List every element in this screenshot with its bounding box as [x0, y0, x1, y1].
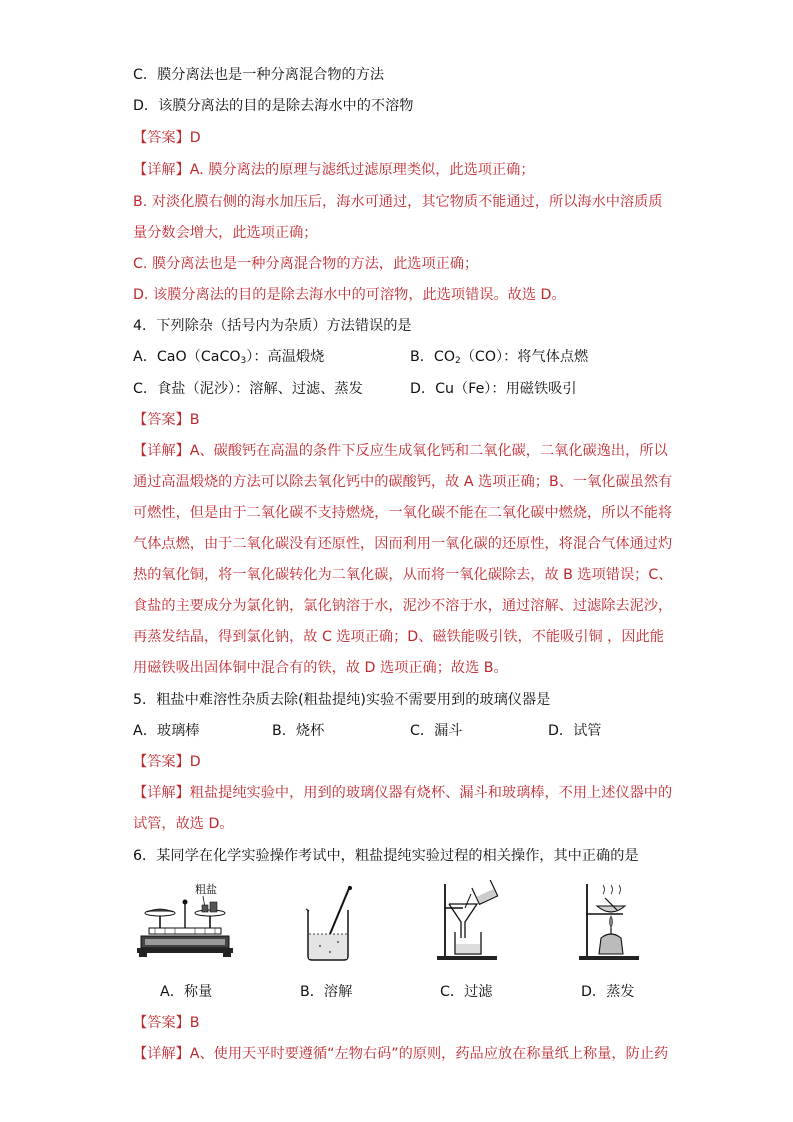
- q3-detail-line-5: D. 该膜分离法的目的是除去海水中的可溶物，此选项错误。故选 D。: [133, 287, 566, 303]
- q3-option-d: D．该膜分离法的目的是除去海水中的不溶物: [133, 98, 414, 114]
- q5-option-d: D．试管: [548, 723, 602, 739]
- q5-answer-line: [133, 752, 201, 772]
- q5-detail-line-2: 试管，故选 D。: [133, 816, 234, 832]
- detail-text: A. 膜分离法的原理与滤纸过滤原理类似，此选项正确；: [189, 162, 535, 178]
- q4-option-d: D．Cu（Fe）：用磁铁吸引: [410, 381, 577, 397]
- detail-tag: 【详解】: [133, 443, 190, 459]
- q3-detail-line-3: 量分数会增大，此选项正确；: [133, 225, 318, 241]
- q4-detail-line-3: 可燃性，但是由于二氧化碳不支持燃烧，一氧化碳不能在二氧化碳中燃烧，所以不能将: [133, 505, 673, 521]
- q3-answer-line: [133, 128, 201, 148]
- q4-detail-line-8: 用磁铁吸出固体铜中混合有的铁，故 D 选项正确；故选 B。: [133, 660, 508, 676]
- q4-option-b: B．$CO_2(CO)$：将气体点燃: [410, 349, 589, 366]
- answer-tag: 【答案】: [133, 754, 190, 770]
- q4-stem: 4．下列除杂（括号内为杂质）方法错误的是: [133, 318, 412, 334]
- q3-option-c: C．膜分离法也是一种分离混合物的方法: [133, 67, 385, 83]
- fig-label-crude-salt: 粗盐: [195, 883, 217, 896]
- detail-text: A、碳酸钙在高温的条件下反应生成氧化钙和二氧化碳，二氧化碳逸出，所以: [189, 443, 668, 459]
- answer-tag: 【答案】: [133, 1015, 190, 1031]
- answer-tag: 【答案】: [133, 412, 190, 428]
- detail-text: 粗盐提纯实验中，用到的玻璃仪器有烧杯、漏斗和玻璃棒，不用上述仪器中的: [189, 785, 673, 801]
- q4-answer-line: [133, 410, 200, 430]
- answer-value: B: [189, 412, 200, 428]
- q6-answer-line: [133, 1013, 200, 1033]
- q4-option-c: C．食盐（泥沙）：溶解、过滤、蒸发: [133, 381, 363, 397]
- q5-detail-line-1: [133, 783, 672, 803]
- q4-option-a: A．CaO（CaCO$_3$）：高温煅烧: [133, 349, 325, 366]
- answer-value: D: [189, 754, 201, 770]
- detail-tag: 【详解】: [133, 785, 190, 801]
- q4-detail-line-7: 再蒸发结晶，得到氯化钠，故 C 选项正确；D、磁铁能吸引铁，不能吸引铜 ，因此能: [133, 629, 664, 645]
- answer-tag: 【答案】: [133, 130, 190, 146]
- q5-option-c: C．漏斗: [410, 723, 463, 739]
- q4-detail-line-6: 食盐的主要成分为氯化钠，氯化钠溶于水，泥沙不溶于水，通过溶解、过滤除去泥沙，: [133, 598, 673, 614]
- q6-caption-a: A．称量: [160, 984, 213, 1000]
- q6-stem: 6．某同学在化学实验操作考试中，粗盐提纯实验过程的相关操作，其中正确的是: [133, 848, 639, 864]
- q5-option-b: B．烧杯: [272, 723, 325, 739]
- q6-caption-b: B．溶解: [300, 984, 353, 1000]
- q3-detail-line-2: B. 对淡化膜右侧的海水加压后，海水可通过，其它物质不能通过，所以海水中溶质质: [133, 194, 663, 210]
- beaker-stirring-figure: [300, 880, 360, 962]
- answer-value: B: [189, 1015, 200, 1031]
- q6-detail-line-1: [133, 1044, 668, 1064]
- q6-caption-d: D．蒸发: [581, 984, 635, 1000]
- q4-detail-line-4: 气体点燃，由于二氧化碳没有还原性，因而利用一氧化碳的还原性，将混合气体通过灼: [133, 536, 673, 552]
- balance-scale-figure: [135, 880, 235, 962]
- detail-tag: 【详解】: [133, 162, 190, 178]
- answer-value: D: [189, 130, 201, 146]
- q5-stem: 5．粗盐中难溶性杂质去除(粗盐提纯)实验不需要用到的玻璃仪器是: [133, 692, 551, 708]
- detail-text: A、使用天平时要遵循“左物右码”的原则，药品应放在称量纸上称量，防止药: [189, 1046, 669, 1062]
- filtration-figure: [435, 880, 505, 962]
- evaporation-figure: [575, 880, 645, 962]
- q4-detail-line-5: 热的氧化铜，将一氧化碳转化为二氧化碳，从而将一氧化碳除去，故 B 选项错误；C、: [133, 567, 673, 583]
- q5-option-a: A．玻璃棒: [133, 723, 200, 739]
- q6-caption-c: C．过滤: [440, 984, 493, 1000]
- q3-detail-line-1: [133, 160, 535, 180]
- q4-detail-line-1: [133, 441, 668, 461]
- detail-tag: 【详解】: [133, 1046, 190, 1062]
- q3-detail-line-4: C. 膜分离法也是一种分离混合物的方法，此选项正确；: [133, 256, 479, 272]
- q4-detail-line-2: 通过高温煅烧的方法可以除去氧化钙中的碳酸钙，故 A 选项正确；B、一氧化碳虽然有: [133, 474, 673, 490]
